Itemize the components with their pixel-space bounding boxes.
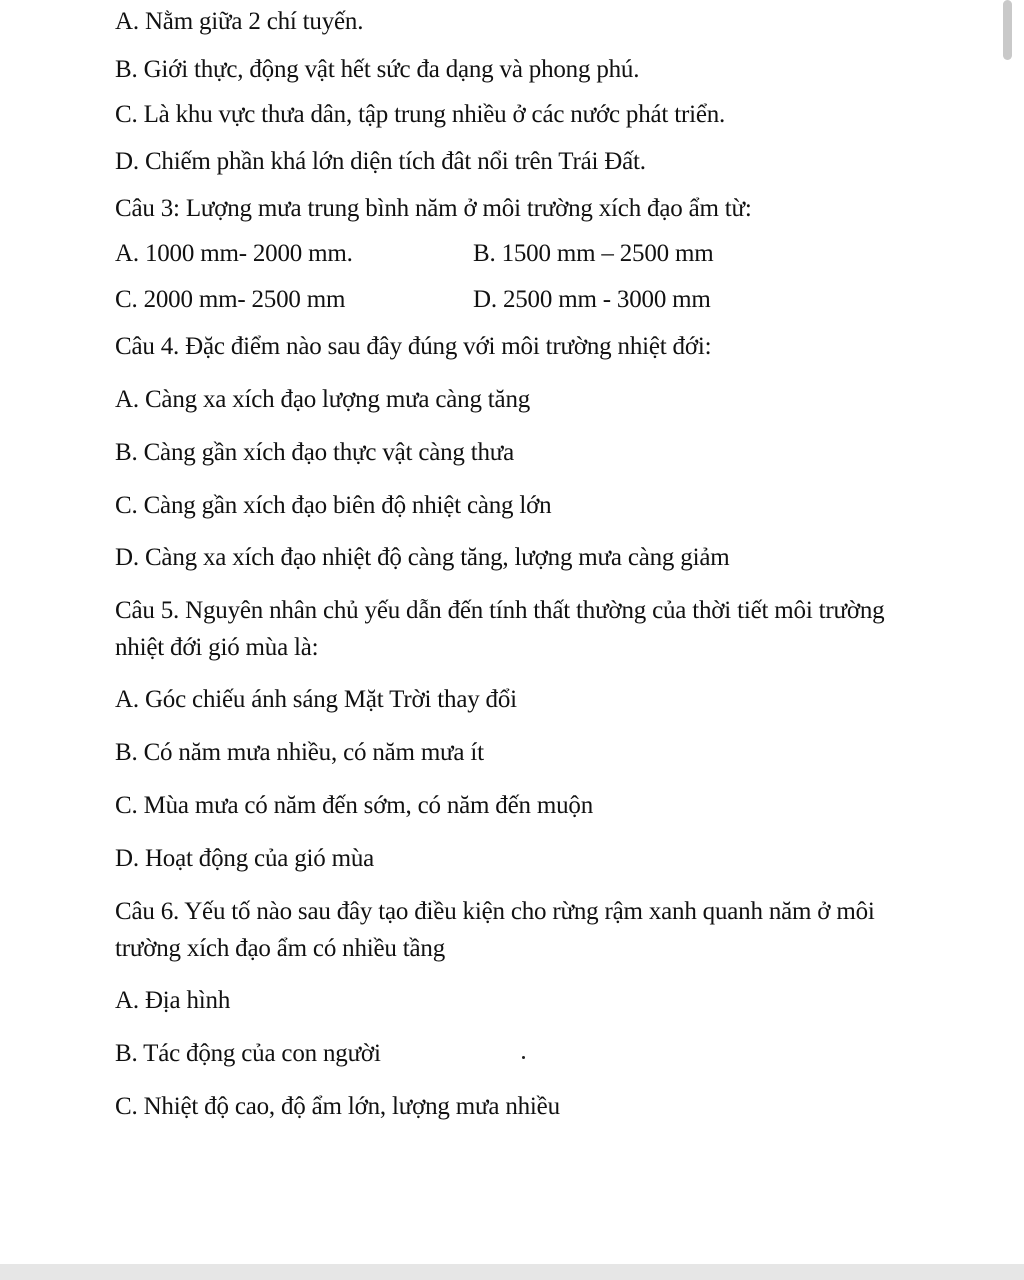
q3-option-c: C. 2000 mm- 2500 mm — [115, 286, 346, 313]
vertical-scrollbar[interactable] — [1003, 0, 1012, 60]
q2-option-a: A. Nằm giữa 2 chí tuyến. — [115, 8, 364, 35]
q4-question: Câu 4. Đặc điểm nào sau đây đúng với môi trường nhiệt đới: — [115, 333, 712, 360]
q3-question: Câu 3: Lượng mưa trung bình năm ở môi trường xích đạo ẩm từ: — [115, 195, 752, 222]
q2-option-c: C. Là khu vực thưa dân, tập trung nhiều ở các nước phát triển. — [115, 101, 726, 128]
q3-option-d: D. 2500 mm - 3000 mm — [473, 286, 711, 313]
q4-option-b: B. Càng gần xích đạo thực vật càng thưa — [115, 439, 515, 466]
q4-option-a: A. Càng xa xích đạo lượng mưa càng tăng — [115, 386, 531, 413]
q5-option-a: A. Góc chiếu ánh sáng Mặt Trời thay đổi — [115, 686, 517, 713]
q4-option-d: D. Càng xa xích đạo nhiệt độ càng tăng, lượng mưa càng giảm — [115, 544, 730, 571]
q2-option-d: D. Chiếm phần khá lớn diện tích đât nổi trên Trái Đất. — [115, 148, 646, 175]
q6-option-c: C. Nhiệt độ cao, độ ẩm lớn, lượng mưa nhiều — [115, 1093, 560, 1120]
stray-dot — [522, 1056, 525, 1059]
q2-option-b: B. Giới thực, động vật hết sức đa dạng và phong phú. — [115, 56, 640, 83]
q4-option-c: C. Càng gần xích đạo biên độ nhiệt càng lớn — [115, 492, 552, 519]
q6-option-a: A. Địa hình — [115, 987, 231, 1014]
q3-options-row-1 — [115, 237, 353, 271]
q6-option-b: B. Tác động của con người — [115, 1040, 381, 1067]
q5-question-line-2: nhiệt đới gió mùa là: — [115, 634, 319, 661]
bottom-bar — [0, 1264, 1024, 1280]
q5-option-b: B. Có năm mưa nhiều, có năm mưa ít — [115, 739, 484, 766]
q5-option-c: C. Mùa mưa có năm đến sớm, có năm đến muộn — [115, 792, 594, 819]
q3-option-a: A. 1000 mm- 2000 mm. — [115, 240, 353, 267]
q6-question-line-2: trường xích đạo ẩm có nhiều tầng — [115, 935, 446, 962]
q6-question-line-1: Câu 6. Yếu tố nào sau đây tạo điều kiện cho rừng rậm xanh quanh năm ở môi — [115, 898, 875, 925]
q5-question-line-1: Câu 5. Nguyên nhân chủ yếu dẫn đến tính thất thường của thời tiết môi trường — [115, 597, 885, 624]
q5-option-d: D. Hoạt động của gió mùa — [115, 845, 375, 872]
q3-option-b: B. 1500 mm – 2500 mm — [473, 240, 714, 267]
